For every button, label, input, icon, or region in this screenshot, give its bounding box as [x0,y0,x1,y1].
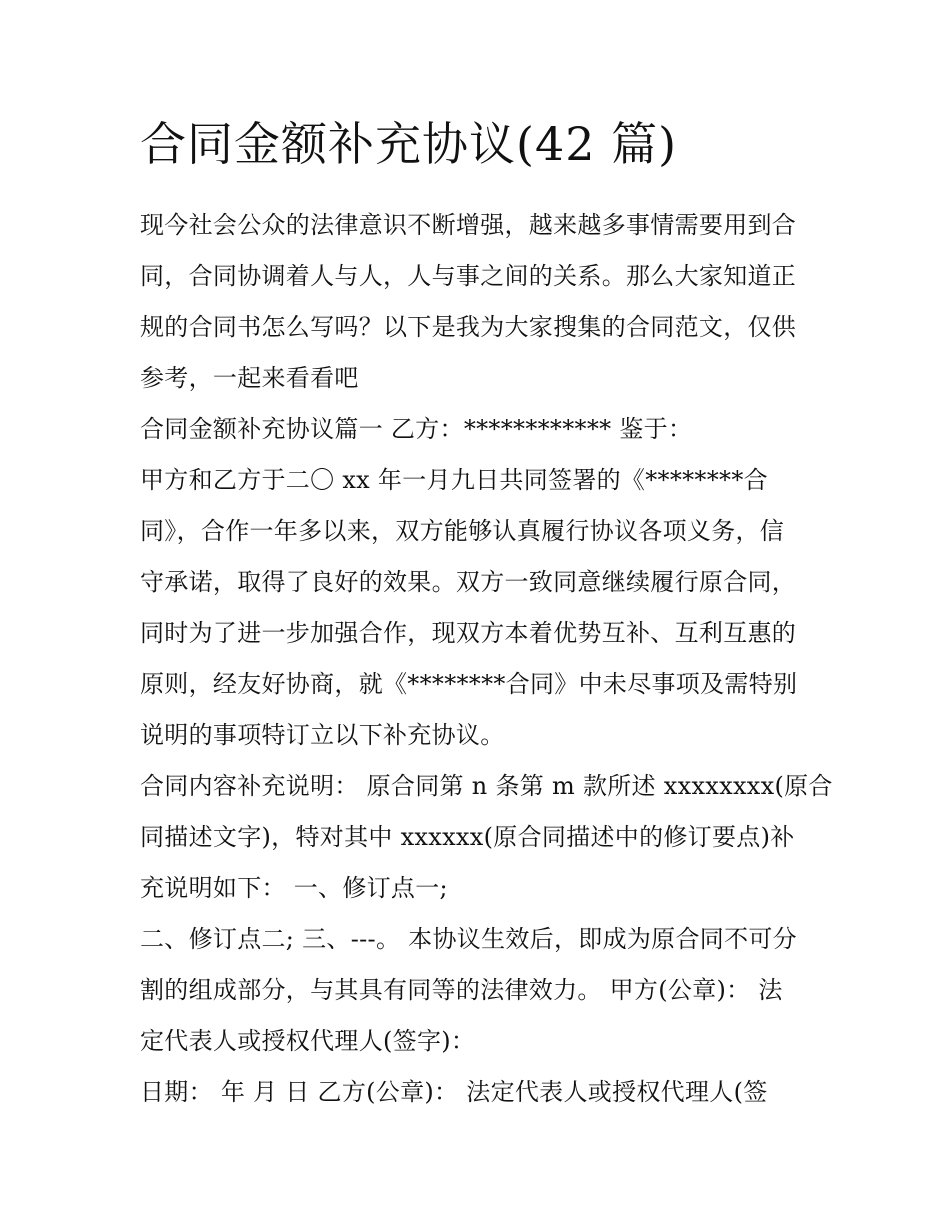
body-line-6: 甲方和乙方于二〇 xx 年一月九日共同签署的《********合 [140,466,768,494]
body-line-15: 二、修订点二; 三、---。 本协议生效后，即成为原合同不可分 [140,925,797,953]
body-line-16: 割的组成部分，与其具有同等的法律效力。 甲方(公章)： 法 [140,976,783,1004]
body-line-10: 原则，经友好协商，就《********合同》中未尽事项及需特别 [140,670,798,698]
document-title: 合同金额补充协议(42 篇) [140,117,678,171]
body-line-3: 规的合同书怎么写吗？以下是我为大家搜集的合同范文，仅供 [140,313,797,341]
body-line-18: 日期： 年 月 日 乙方(公章)： 法定代表人或授权代理人(签 [140,1078,768,1106]
document-body [140,200,833,1118]
body-line-14: 充说明如下： 一、修订点一; [140,874,448,902]
body-line-7: 同》，合作一年多以来，双方能够认真履行协议各项义务，信 [140,517,785,545]
body-line-2: 同，合同协调着人与人，人与事之间的关系。那么大家知道正 [140,262,797,290]
body-line-5: 合同金额补充协议篇一 乙方：************ 鉴于： [140,415,693,443]
body-line-8: 守承诺，取得了良好的效果。双方一致同意继续履行原合同， [140,568,797,596]
body-line-4: 参考，一起来看看吧 [140,364,359,392]
body-line-1: 现今社会公众的法律意识不断增强，越来越多事情需要用到合 [140,211,797,239]
body-line-17: 定代表人或授权代理人(签字)： [140,1027,476,1055]
body-line-12: 合同内容补充说明： 原合同第 n 条第 m 款所述 xxxxxxxx(原合 [140,772,833,800]
body-line-9: 同时为了进一步加强合作，现双方本着优势互补、互利互惠的 [140,619,797,647]
body-line-13: 同描述文字)，特对其中 xxxxxx(原合同描述中的修订要点)补 [140,823,795,851]
body-line-11: 说明的事项特订立以下补充协议。 [140,721,505,749]
